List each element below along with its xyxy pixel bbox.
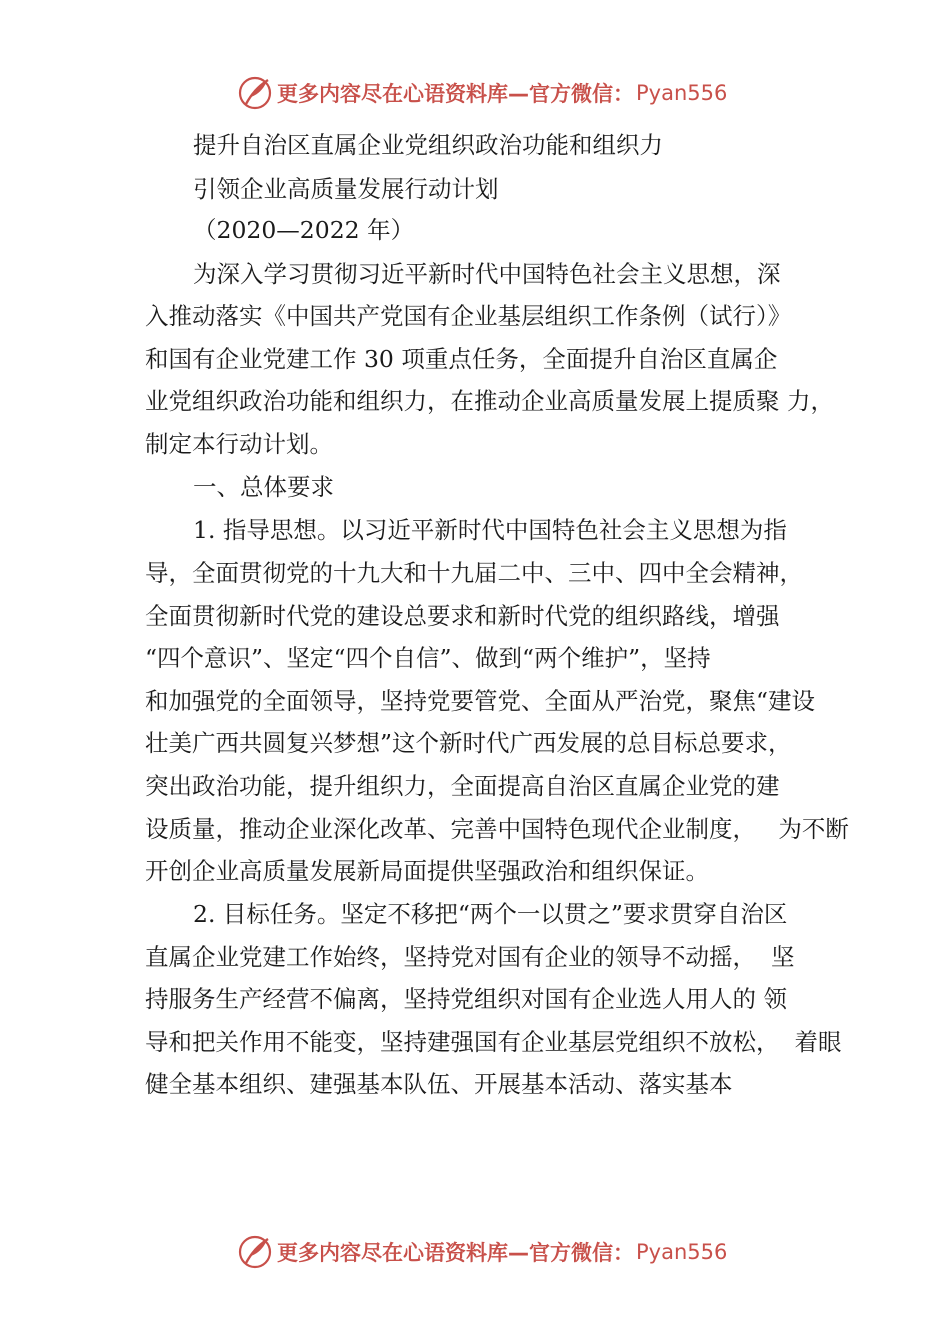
- title-years: （2020—2022 年）: [193, 216, 415, 244]
- header-watermark: [237, 73, 727, 113]
- footer-watermark: [237, 1232, 727, 1272]
- paragraph-line: 突出政治功能，提升组织力，全面提高自治区直属企业党的建: [145, 772, 780, 800]
- paragraph-line: 导，全面贯彻党的十九大和十九届二中、三中、四中全会精神，: [145, 559, 803, 587]
- paragraph-line: 制定本行动计划。: [145, 430, 333, 458]
- paragraph-line: 和加强党的全面领导，坚持党要管党、全面从严治党，聚焦“建设: [145, 687, 816, 715]
- paragraph-line: 健全基本组织、建强基本队伍、开展基本活动、落实基本: [145, 1070, 733, 1098]
- title-line-2: 引领企业高质量发展行动计划: [193, 175, 499, 203]
- title-line-1: 提升自治区直属企业党组织政治功能和组织力: [193, 131, 663, 159]
- paragraph-line: 和国有企业党建工作 30 项重点任务，全面提升自治区直属企: [145, 345, 778, 373]
- paragraph-line: 入推动落实《中国共产党国有企业基层组织工作条例（试行）》: [145, 302, 792, 330]
- paragraph-line: 1. 指导思想。以习近平新时代中国特色社会主义思想为指: [193, 516, 787, 544]
- paragraph-line: 持服务生产经营不偏离，坚持党组织对国有企业选人用人的 领: [145, 985, 787, 1013]
- paragraph-line: 开创企业高质量发展新局面提供坚强政治和组织保证。: [145, 857, 709, 885]
- paragraph-line: 业党组织政治功能和组织力，在推动企业高质量发展上提质聚 力，: [145, 387, 834, 415]
- feather-quill-logo-icon: [237, 1234, 273, 1270]
- watermark-text: 更多内容尽在心语资料库—官方微信：: [277, 1241, 634, 1265]
- watermark-text: 更多内容尽在心语资料库—官方微信：: [277, 82, 634, 106]
- paragraph-line: 壮美广西共圆复兴梦想”这个新时代广西发展的总目标总要求，: [145, 729, 792, 757]
- feather-quill-logo-icon: [237, 75, 273, 111]
- wechat-id: Pyan556: [636, 81, 728, 105]
- wechat-id: Pyan556: [636, 1240, 728, 1264]
- paragraph-line: 2. 目标任务。坚定不移把“两个一以贯之”要求贯穿自治区: [193, 900, 788, 928]
- paragraph-line: 导和把关作用不能变，坚持建强国有企业基层党组织不放松， 着眼: [145, 1028, 842, 1056]
- paragraph-line: 直属企业党建工作始终，坚持党对国有企业的领导不动摇， 坚: [145, 943, 795, 971]
- paragraph-line: “四个意识”、坚定“四个自信”、做到“两个维护”，坚持: [145, 644, 711, 672]
- paragraph-line: 设质量，推动企业深化改革、完善中国特色现代企业制度， 为不断: [145, 815, 849, 843]
- section-heading: 一、总体要求: [193, 473, 334, 501]
- paragraph-line: 为深入学习贯彻习近平新时代中国特色社会主义思想，深: [193, 260, 781, 288]
- paragraph-line: 全面贯彻新时代党的建设总要求和新时代党的组织路线，增强: [145, 602, 780, 630]
